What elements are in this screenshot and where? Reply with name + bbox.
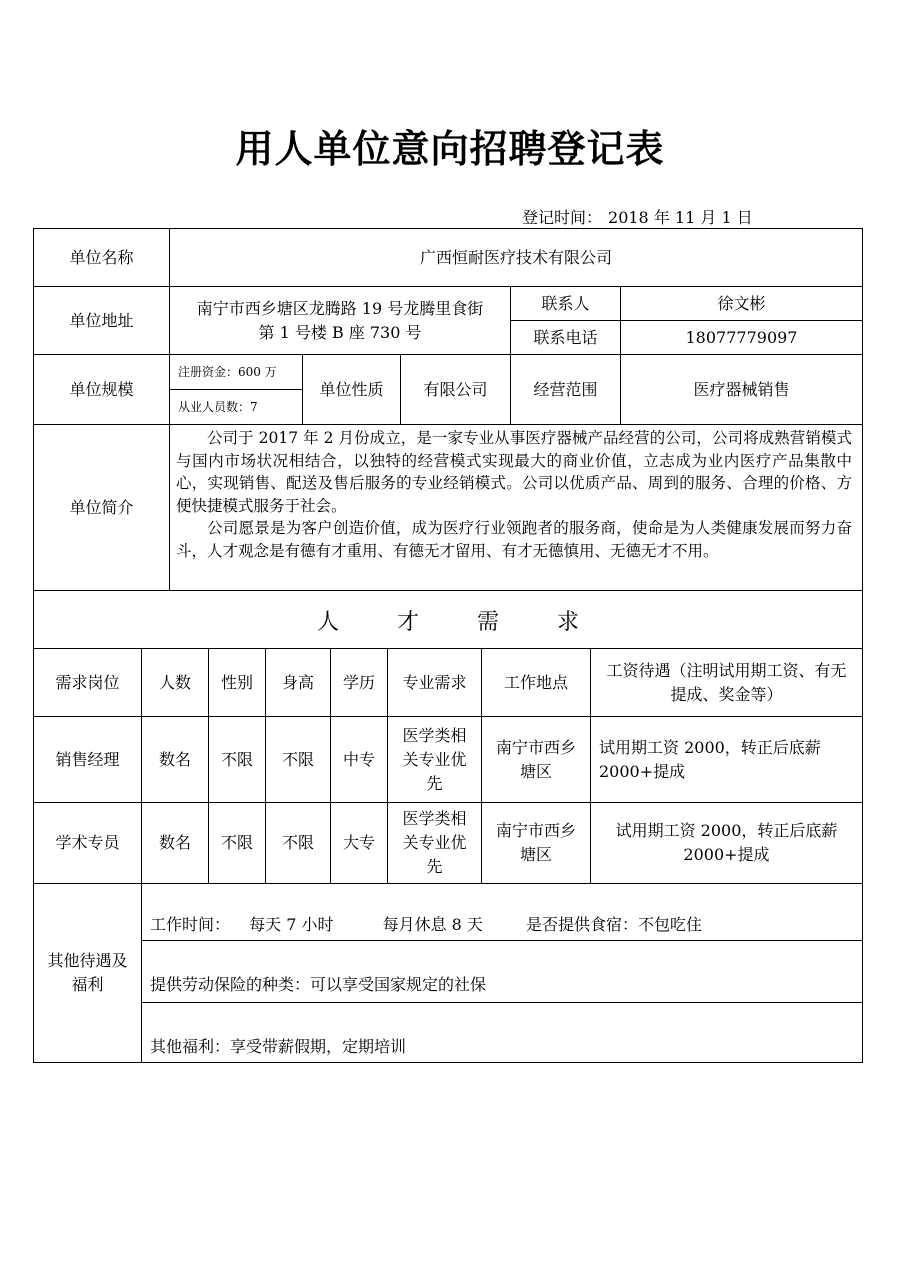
row-divider xyxy=(141,1002,863,1003)
company-intro-label: 单位简介 xyxy=(69,497,134,517)
job-location: 南宁市西乡塘区 xyxy=(495,737,576,781)
job-salary: 试用期工资 2000，转正后底薪 2000+提成 xyxy=(615,821,838,864)
company-name-label: 单位名称 xyxy=(69,247,134,267)
header-education: 学历 xyxy=(342,672,375,692)
job-position: 学术专员 xyxy=(55,833,120,852)
company-address-line1: 南宁市西乡塘区龙腾路 19 号龙腾里食街 xyxy=(196,298,484,318)
registration-date-label: 登记时间： xyxy=(522,208,603,227)
job-gender: 不限 xyxy=(220,833,253,852)
header-salary: 工资待遇（注明试用期工资、有无提成、奖金等） xyxy=(606,660,847,704)
contact-label: 联系人 xyxy=(541,293,590,313)
job-major: 医学类相关专业优先 xyxy=(402,809,467,876)
company-address-line2: 第 1 号楼 B 座 730 号 xyxy=(258,322,422,342)
job-count: 数名 xyxy=(158,833,191,852)
meals-label: 是否提供食宿： xyxy=(526,915,639,934)
meals: 不包吃住 xyxy=(638,915,703,934)
company-intro-paragraph: 公司愿景是为客户创造价值，成为医疗行业领跑者的服务商，使命是为人类健康发展而努力奋斗，人才观念是有德有才重用、有德无才留用、有才无德慎用、无德无才不用。 xyxy=(176,519,852,560)
registration-date-value: 2018 年 11 月 1 日 xyxy=(608,208,753,227)
row-divider xyxy=(141,940,863,941)
rest-days: 每月休息 8 天 xyxy=(382,915,483,934)
job-height: 不限 xyxy=(281,749,314,769)
other-benefits-line: 其他福利：享受带薪假期，定期培训 xyxy=(150,1037,407,1056)
job-count: 数名 xyxy=(158,749,191,769)
job-location: 南宁市西乡塘区 xyxy=(495,821,576,864)
row-divider xyxy=(33,883,863,884)
header-position: 需求岗位 xyxy=(55,672,120,692)
company-address-label: 单位地址 xyxy=(69,310,134,330)
page-title: 用人单位意向招聘登记表 xyxy=(235,126,665,171)
contact-person: 徐文彬 xyxy=(717,293,766,313)
company-intro xyxy=(176,427,852,562)
job-major: 医学类相关专业优先 xyxy=(402,725,467,793)
job-height: 不限 xyxy=(281,833,314,852)
talent-demand-title: 人才需求 xyxy=(316,609,637,635)
header-major: 专业需求 xyxy=(402,672,467,692)
business-scope-label: 经营范围 xyxy=(533,379,598,399)
job-education: 中专 xyxy=(342,749,375,769)
job-education: 大专 xyxy=(342,833,375,852)
header-count: 人数 xyxy=(158,672,191,692)
header-gender: 性别 xyxy=(220,672,253,692)
work-time-line xyxy=(150,912,702,935)
header-height: 身高 xyxy=(281,672,314,692)
insurance-line: 提供劳动保险的种类：可以享受国家规定的社保 xyxy=(150,975,487,994)
work-time: 每天 7 小时 xyxy=(249,915,334,934)
job-position: 销售经理 xyxy=(55,749,120,769)
benefits-label: 其他待遇及福利 xyxy=(47,951,128,994)
row-divider xyxy=(33,590,863,591)
phone-label: 联系电话 xyxy=(533,327,598,347)
company-address xyxy=(170,287,510,354)
company-intro-paragraph: 公司于 2017 年 2 月份成立，是一家专业从事医疗器械产品经营的公司，公司将成熟营销模式与国内市场状况相结合，以独特的经营模式实现最大的商业价值，立志成为业内医疗产品集散中心，实现销售、配送及售后服务的专业经销模式。公司以优质产品、周到的服务、合理的价格、方便快捷模式服务于社会。 xyxy=(176,429,852,515)
job-gender: 不限 xyxy=(220,749,253,769)
registration-date xyxy=(522,205,759,228)
table-border-bottom xyxy=(33,1062,863,1063)
header-location: 工作地点 xyxy=(503,672,568,692)
job-salary: 试用期工资 2000，转正后底薪 2000+提成 xyxy=(599,737,821,781)
company-scale-label: 单位规模 xyxy=(69,379,134,399)
company-name: 广西恒耐医疗技术有限公司 xyxy=(419,247,612,267)
company-nature-label: 单位性质 xyxy=(319,379,384,399)
business-scope: 医疗器械销售 xyxy=(693,379,790,399)
employee-count: 从业人员数：7 xyxy=(178,400,258,414)
company-nature: 有限公司 xyxy=(423,379,488,399)
work-time-label: 工作时间： xyxy=(150,915,231,934)
phone-number: 18077779097 xyxy=(685,327,798,347)
registered-capital: 注册资金：600 万 xyxy=(178,365,277,379)
